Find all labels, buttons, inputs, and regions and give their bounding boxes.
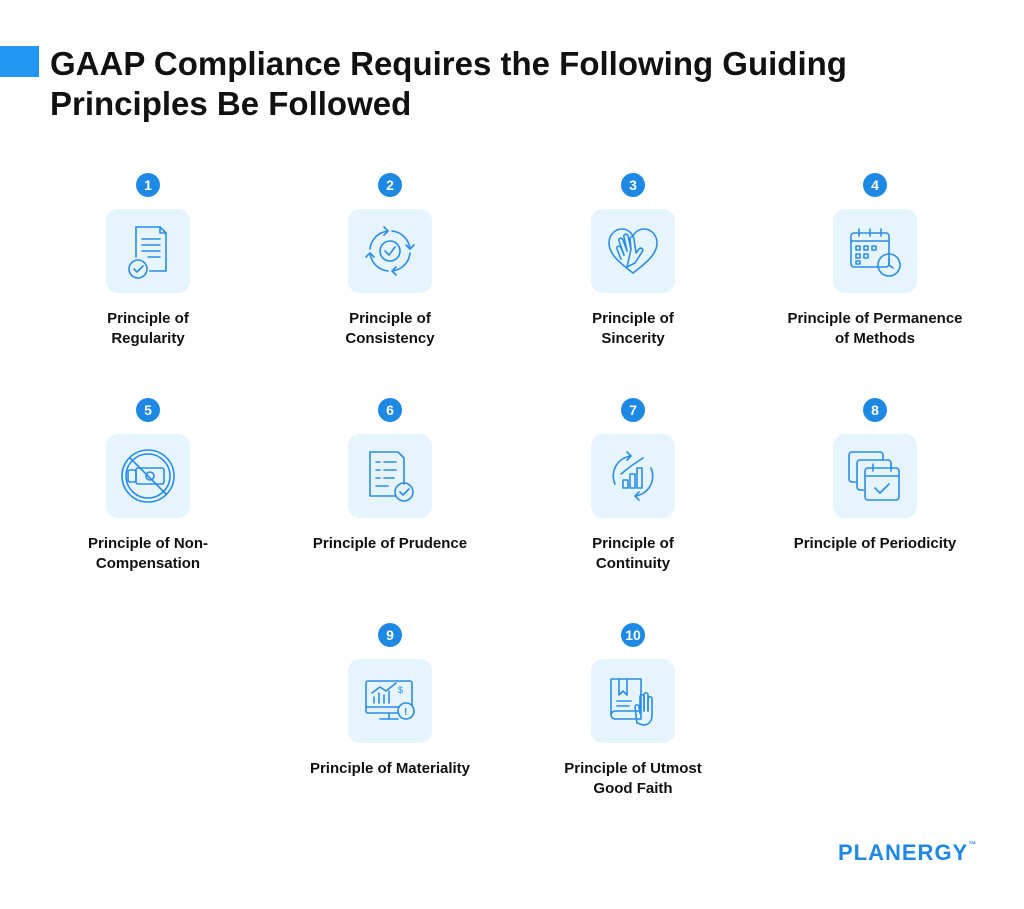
principle-label: Principle of Non- Compensation	[88, 535, 208, 572]
monitor-chart-icon	[358, 669, 422, 733]
logo-text: PLANERGY	[838, 840, 969, 865]
principle-label: Principle of Utmost Good Faith	[564, 760, 702, 797]
principle-label: Principle of Periodicity	[793, 535, 957, 552]
number-badge: 4	[863, 173, 887, 197]
calendar-clock-icon	[843, 219, 907, 283]
svg-text:$: $	[398, 685, 404, 695]
principle-label: Principle of Materiality	[309, 760, 471, 777]
number-badge: 2	[378, 173, 402, 197]
principle-label: Principle of Permanence of Methods	[787, 310, 963, 347]
growth-cycle-icon	[601, 444, 665, 508]
calendars-icon	[843, 444, 907, 508]
number-badge: 7	[621, 398, 645, 422]
book-hand-icon	[601, 669, 665, 733]
trademark-mark: ™	[968, 840, 978, 849]
number-badge: 8	[863, 398, 887, 422]
number-badge: 6	[378, 398, 402, 422]
checklist-icon	[358, 444, 422, 508]
number-badge: 10	[621, 623, 645, 647]
number-badge: 5	[136, 398, 160, 422]
heart-hand-icon	[601, 219, 665, 283]
principle-label: Principle of Sincerity	[592, 310, 674, 347]
no-money-icon	[116, 444, 180, 508]
svg-text:!: !	[404, 707, 408, 718]
principle-label: Principle of Consistency	[345, 310, 435, 347]
number-badge: 1	[136, 173, 160, 197]
principle-label: Principle of Regularity	[107, 310, 189, 347]
document-check-icon	[116, 219, 180, 283]
number-badge: 9	[378, 623, 402, 647]
number-badge: 3	[621, 173, 645, 197]
principle-label: Principle of Prudence	[312, 535, 468, 552]
cycle-check-icon	[358, 219, 422, 283]
planergy-logo	[838, 840, 977, 866]
title-accent-bar	[0, 46, 39, 77]
principle-label: Principle of Continuity	[592, 535, 674, 572]
page-title: GAAP Compliance Requires the Following Guiding Principles Be Followed	[50, 45, 847, 122]
